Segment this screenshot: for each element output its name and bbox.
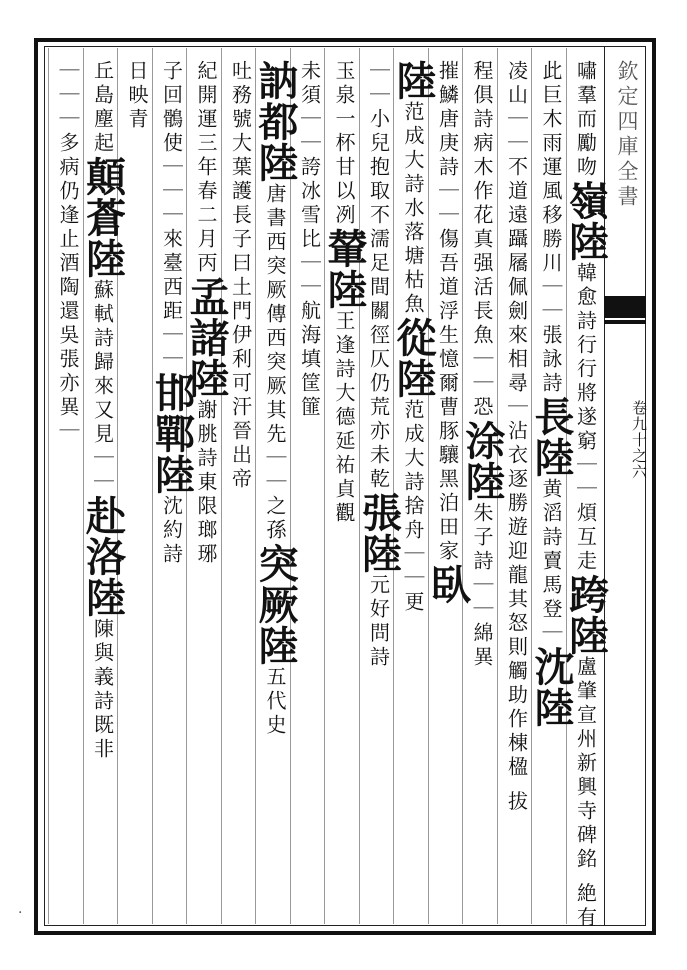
- entry-text: 元好問詩: [366, 574, 391, 670]
- text-column: [355, 60, 403, 920]
- entry-text: 晉出帝: [228, 420, 253, 492]
- column-rule: [48, 48, 49, 924]
- entry-text: 還吳張亦異｜: [56, 300, 80, 444]
- entry-text: 臺西距｜｜: [159, 252, 184, 372]
- entry-text: 嘯羣而: [573, 60, 598, 132]
- entry-text: 范成大詩捨舟｜｜更: [401, 399, 425, 615]
- entry-text: 豚驤黑泊田家: [435, 420, 460, 564]
- text-column: [79, 60, 127, 920]
- fish-tail-line: [604, 320, 646, 324]
- entry-heading: 嶺陸: [562, 180, 610, 262]
- entry-text: 蘇軾詩歸來又見｜｜: [90, 279, 115, 495]
- entry-text: 唐書西突厥傳西突厥其先｜｜之孫: [263, 183, 287, 543]
- text-column: [459, 60, 506, 920]
- entry-text: 未須｜｜誇冰雪: [297, 60, 322, 228]
- volume-label: 卷九十之六: [630, 400, 648, 480]
- entry-text: 謝朓詩東限瑯琊: [194, 399, 218, 567]
- text-column: [562, 60, 610, 931]
- entry-text: 朱子詩｜｜綿異: [470, 502, 494, 670]
- entry-text: 勵吻: [573, 132, 598, 180]
- entry-heading: 張陸: [355, 492, 403, 574]
- entry-text: 凌山｜｜不道遠躡屩佩劍來相尋: [504, 60, 529, 396]
- entry-text: 韓愈詩行行將遂窮｜｜煩互走: [573, 262, 598, 574]
- entry-text: 間關徑仄仍荒亦未乾: [366, 276, 391, 492]
- entry-heading: 臥: [424, 564, 472, 605]
- entry-text: 多病仍逢止酒陶: [56, 132, 80, 300]
- entry-text: 比｜｜航海填筐篚: [297, 228, 322, 420]
- entry-heading: 突厥陸: [252, 543, 299, 666]
- entry-heading: 陸: [390, 60, 437, 101]
- entry-text: 盧肇宣州新興寺碑銘 絶有: [573, 656, 598, 931]
- scan-mark: ·: [18, 905, 23, 921]
- entry-text: 迎龍其怒則觸助作棟楹 拔: [504, 540, 529, 815]
- entry-heading: 顛蒼陸: [79, 156, 127, 279]
- entry-heading: 跨陸: [562, 574, 610, 656]
- entry-heading: 沈陸: [528, 646, 575, 728]
- entry-heading: 邯鄲陸: [148, 372, 196, 495]
- entry-text: ｜沾衣逐勝遊: [504, 396, 529, 540]
- entry-text: 五代史: [263, 666, 287, 738]
- entry-text: 丘島塵起: [90, 60, 115, 156]
- entry-text: 玉泉一杯甘以冽: [332, 60, 356, 228]
- entry-text: 程俱詩病木作花真强活長魚｜｜恐: [470, 60, 494, 420]
- text-column: [390, 60, 437, 920]
- entry-text: 摧鱗唐庚詩｜｜傷吾道浮生憶爾曹: [435, 60, 460, 420]
- entry-heading: 訥都陸: [252, 60, 299, 183]
- fish-tail-mark: [604, 296, 646, 318]
- entry-heading: 赴洛陸: [79, 495, 127, 618]
- entry-text: 范成大詩水落塘枯魚: [401, 101, 425, 317]
- entry-text: 子回鶻使｜｜｜來: [159, 60, 184, 252]
- margin-book-title: 欽定四庫全書: [615, 60, 639, 210]
- entry-text: ｜｜｜: [56, 60, 80, 132]
- text-column: [528, 60, 575, 920]
- entry-heading: 長陸: [528, 396, 575, 478]
- text-column: [48, 60, 88, 920]
- entry-text: 沈約詩: [159, 495, 184, 567]
- text-column: [290, 60, 330, 920]
- entry-text: 陳與義詩既非: [90, 618, 115, 762]
- entry-text: 此巨木雨運風移勝川｜｜張詠詩: [539, 60, 563, 396]
- text-column: [148, 60, 196, 920]
- entry-text: 紀開運三年春二月丙: [194, 60, 218, 276]
- entry-text: 吐務號大葉護長子曰土門伊利可汗: [228, 60, 253, 420]
- text-column: [424, 60, 472, 920]
- entry-text: ｜｜小兒抱取不濡足: [366, 60, 391, 276]
- entry-heading: 孟諸陸: [183, 276, 230, 399]
- entry-text: 黄滔詩賣馬登｜: [539, 478, 563, 646]
- text-column: [221, 60, 261, 920]
- entry-heading: 涂陸: [459, 420, 506, 502]
- entry-text: 日映青: [125, 60, 149, 132]
- entry-heading: 輦陸: [321, 228, 368, 310]
- entry-heading: 從陸: [390, 317, 437, 399]
- text-column: [321, 60, 368, 920]
- entry-text: 王逢詩大德延祐貞觀: [332, 310, 356, 526]
- text-column: [252, 60, 299, 920]
